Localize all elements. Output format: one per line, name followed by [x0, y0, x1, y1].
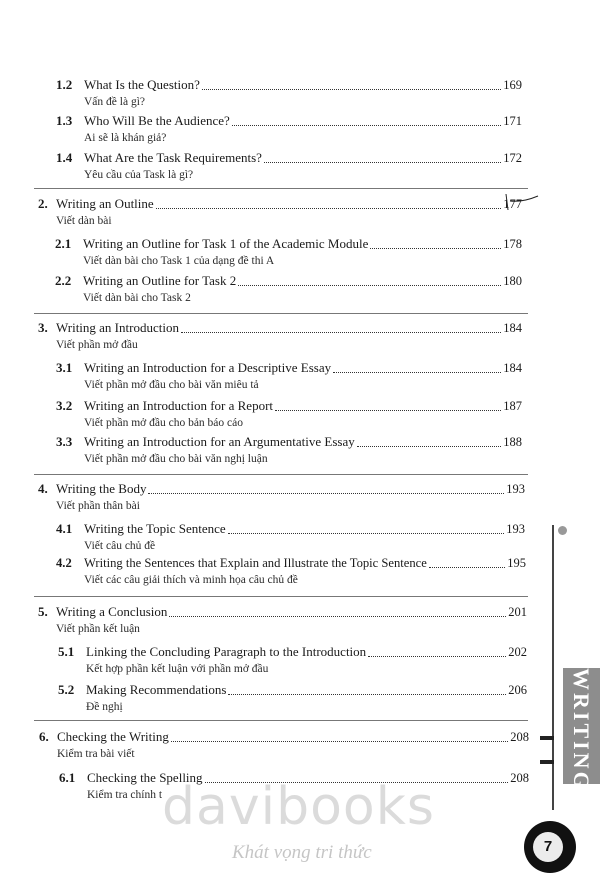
entry-subtitle: Viết phần mở đầu cho bài văn miêu tả — [84, 379, 259, 391]
toc-entry-1-4[interactable] — [56, 150, 522, 181]
entry-subtitle: Viết phần mở đầu cho bài văn nghị luận — [84, 453, 268, 465]
toc-entry-5-2[interactable] — [58, 682, 527, 713]
entry-page: 187 — [503, 399, 522, 413]
entry-title: What Are the Task Requirements? — [84, 150, 262, 165]
key-notch — [540, 736, 554, 740]
entry-title: Writing the Topic Sentence — [84, 521, 226, 536]
entry-subtitle: Viết phần mở đầu cho bản báo cáo — [84, 417, 243, 429]
entry-subtitle: Kiểm tra bài viết — [57, 748, 135, 760]
toc-section-5[interactable] — [38, 604, 527, 635]
section-divider — [34, 720, 528, 721]
entry-page: 206 — [508, 683, 527, 697]
entry-number: 2. — [38, 196, 48, 211]
entry-subtitle: Đề nghị — [86, 701, 123, 713]
pen-mark — [504, 192, 544, 212]
entry-subtitle: Viết các câu giải thích và minh họa câu chủ đề — [84, 574, 298, 586]
entry-number: 5.2 — [58, 682, 75, 697]
toc-entry-5-1[interactable] — [58, 644, 527, 675]
entry-subtitle: Yêu cầu của Task là gì? — [84, 169, 194, 181]
watermark-slogan: Khát vọng tri thức — [232, 842, 372, 863]
entry-subtitle: Viết dàn bài cho Task 2 — [83, 292, 191, 304]
toc-section-6[interactable] — [39, 729, 529, 760]
entry-page: 193 — [506, 522, 525, 536]
dot-leader — [275, 410, 501, 411]
entry-page: 202 — [508, 645, 527, 659]
entry-page: 184 — [503, 361, 522, 375]
entry-number: 4.2 — [56, 556, 72, 570]
toc-section-4[interactable] — [38, 481, 525, 512]
chapter-tab — [563, 668, 600, 792]
entry-subtitle: Kết hợp phần kết luận với phần mở đầu — [86, 663, 269, 675]
entry-title: Writing a Conclusion — [56, 604, 168, 619]
section-divider — [34, 596, 528, 597]
entry-page: 208 — [510, 771, 529, 785]
entry-page: 172 — [503, 151, 522, 165]
toc-entry-3-2[interactable] — [56, 398, 522, 429]
entry-number: 2.2 — [55, 273, 72, 288]
entry-page: 184 — [503, 321, 522, 335]
dot-leader — [370, 248, 501, 249]
entry-subtitle: Viết phần mở đầu — [56, 339, 138, 351]
dot-leader — [238, 285, 501, 286]
key-stem — [552, 525, 554, 810]
chapter-tab-label: WRITING — [569, 668, 594, 792]
section-divider — [34, 313, 528, 314]
toc-entry-3-1[interactable] — [56, 360, 522, 391]
dot-leader — [333, 372, 501, 373]
dot-leader — [148, 493, 504, 494]
key-notch — [540, 760, 554, 764]
entry-page: 169 — [503, 78, 522, 92]
entry-number: 3.1 — [56, 360, 73, 375]
entry-number: 4. — [38, 481, 48, 496]
entry-page: 180 — [503, 274, 522, 288]
dot-leader — [228, 533, 505, 534]
key-dot — [558, 526, 567, 535]
dot-leader — [171, 741, 508, 742]
toc-entry-2-2[interactable] — [55, 273, 522, 304]
toc-entry-4-2[interactable] — [56, 556, 526, 586]
dot-leader — [368, 656, 506, 657]
entry-title: Writing an Outline — [56, 196, 154, 211]
entry-number: 3.2 — [56, 398, 73, 413]
toc-section-3[interactable] — [38, 320, 522, 351]
dot-leader — [202, 89, 501, 90]
dot-leader — [357, 446, 502, 447]
entry-subtitle: Ai sẽ là khán giả? — [84, 132, 167, 144]
entry-title: Writing an Introduction — [56, 320, 179, 335]
page-number: 7 — [533, 832, 563, 862]
entry-page: 208 — [510, 730, 529, 744]
entry-page: 171 — [503, 114, 522, 128]
entry-subtitle: Viết phần thân bài — [56, 500, 140, 512]
entry-number: 6.1 — [59, 770, 76, 785]
watermark-brand: davibooks — [162, 777, 435, 837]
toc-section-2[interactable] — [38, 196, 522, 227]
dot-leader — [156, 208, 502, 209]
toc-entry-1-2[interactable] — [56, 77, 522, 108]
entry-title: Who Will Be the Audience? — [84, 113, 230, 128]
entry-page: 201 — [508, 605, 527, 619]
entry-page: 193 — [506, 482, 525, 496]
toc-entry-1-3[interactable] — [56, 113, 522, 144]
entry-subtitle: Viết phần kết luận — [56, 623, 140, 635]
entry-title: Writing an Outline for Task 2 — [83, 273, 237, 288]
entry-title: Linking the Concluding Paragraph to the Introduction — [86, 644, 367, 659]
section-divider — [34, 474, 528, 475]
entry-number: 2.1 — [55, 236, 72, 251]
dot-leader — [169, 616, 506, 617]
entry-title: Writing the Sentences that Explain and Illustrate the Topic Sentence — [84, 556, 427, 570]
entry-number: 1.2 — [56, 77, 73, 92]
entry-subtitle: Kiểm tra chính t — [87, 789, 163, 801]
entry-number: 6. — [39, 729, 49, 744]
section-divider — [34, 188, 528, 189]
toc-entry-4-1[interactable] — [56, 521, 525, 552]
dot-leader — [264, 162, 501, 163]
entry-title: Writing an Introduction for an Argumentative Essay — [84, 434, 355, 449]
entry-number: 5. — [38, 604, 48, 619]
entry-subtitle: Vấn đề là gì? — [84, 96, 145, 108]
entry-title: Checking the Writing — [57, 729, 169, 744]
dot-leader — [232, 125, 501, 126]
entry-title: Writing an Introduction for a Report — [84, 398, 274, 413]
dot-leader — [181, 332, 501, 333]
entry-subtitle: Viết dàn bài — [56, 215, 112, 227]
entry-title: What Is the Question? — [84, 77, 200, 92]
entry-page: 178 — [503, 237, 522, 251]
entry-title: Checking the Spelling — [87, 770, 203, 785]
entry-title: Writing the Body — [56, 481, 147, 496]
entry-number: 1.3 — [56, 113, 73, 128]
entry-subtitle: Viết dàn bài cho Task 1 của dạng đề thi A — [83, 255, 275, 267]
entry-subtitle: Viết câu chủ đề — [84, 540, 156, 552]
entry-number: 3. — [38, 320, 48, 335]
entry-page: 177 — [503, 197, 522, 211]
entry-number: 5.1 — [58, 644, 75, 659]
entry-number: 3.3 — [56, 434, 73, 449]
dot-leader — [429, 567, 505, 568]
entry-page: 195 — [507, 556, 526, 570]
entry-number: 4.1 — [56, 521, 73, 536]
entry-title: Writing an Outline for Task 1 of the Academic Module — [83, 236, 369, 251]
toc-entry-2-1[interactable] — [55, 236, 522, 267]
entry-number: 1.4 — [56, 150, 73, 165]
entry-title: Writing an Introduction for a Descriptive Essay — [84, 360, 332, 375]
entry-title: Making Recommendations — [86, 682, 227, 697]
dot-leader — [228, 694, 506, 695]
entry-page: 188 — [503, 435, 522, 449]
toc-entry-3-3[interactable] — [56, 434, 522, 465]
